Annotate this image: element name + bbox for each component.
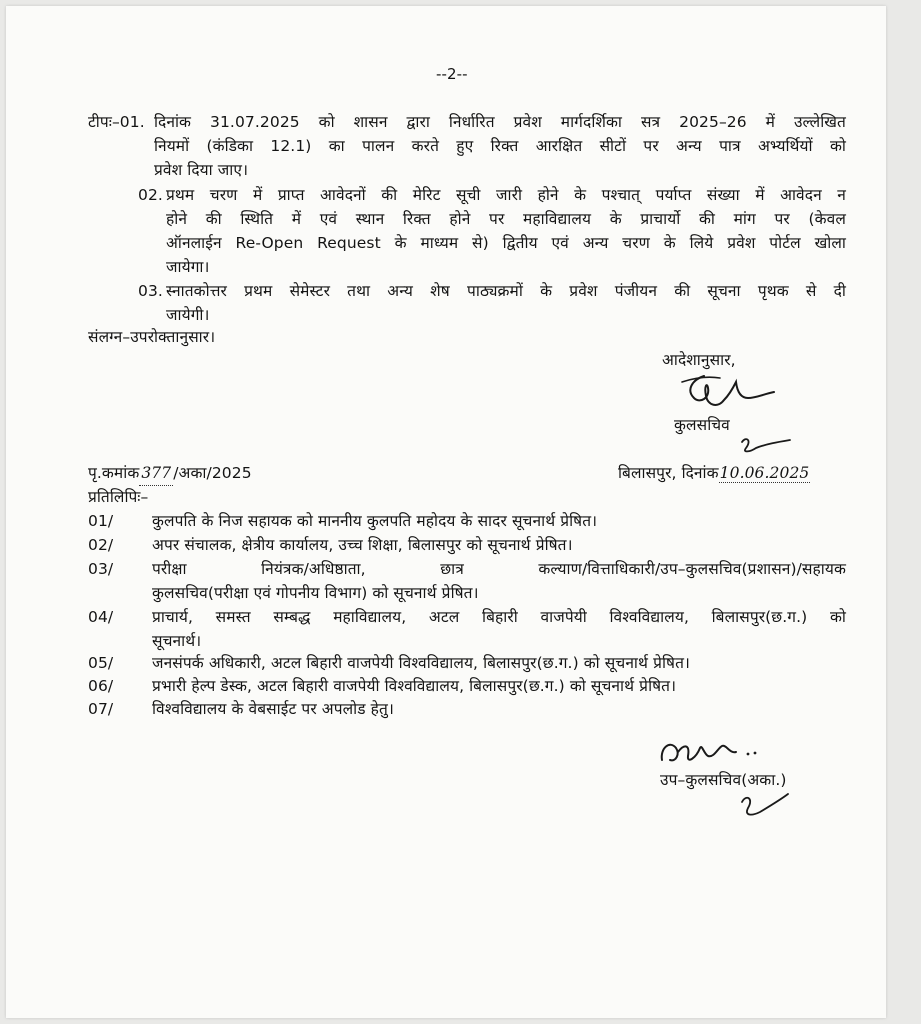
reference-handwritten-number: 377	[139, 461, 173, 486]
note-2-number: 02.	[138, 186, 163, 204]
copy-item-7-number: 07/	[88, 700, 114, 718]
copy-item-3-number: 03/	[88, 560, 114, 578]
copy-item-6-text: प्रभारी हेल्प डेस्क, अटल बिहारी वाजपेयी विश्वविद्यालय, बिलासपुर(छ.ग.) को सूचनार्थ प्रेषित।	[152, 677, 677, 695]
copy-item-4-line-2: सूचनार्थ।	[152, 632, 202, 650]
copy-item-4-line-1: प्राचार्य, समस्त सम्बद्ध महाविद्यालय, अटल बिहारी वाजपेयी विश्वविद्यालय, बिलासपुर(छ.ग.) को	[152, 608, 846, 626]
copy-item-1-number: 01/	[88, 512, 114, 530]
reference-number	[88, 461, 252, 486]
note-2-line-2: होने की स्थिति में एवं स्थान रिक्त होने पर महाविद्यालय के प्राचार्यो की मांग पर (केवल	[166, 210, 846, 228]
copy-to-label: प्रतिलिपिः–	[88, 488, 149, 506]
copy-item-4-number: 04/	[88, 608, 114, 626]
initial-mark-2	[734, 790, 794, 824]
copy-item-5-text: जनसंपर्क अधिकारी, अटल बिहारी वाजपेयी विश्वविद्यालय, बिलासपुर(छ.ग.) को सूचनार्थ प्रेषित।	[152, 654, 690, 672]
place-label: बिलासपुर, दिनांक	[618, 464, 719, 482]
note-1-line-1: दिनांक 31.07.2025 को शासन द्वारा निर्धारित प्रवेश मार्गदर्शिका सत्र 2025–26 में उल्लेखित	[154, 113, 846, 131]
copy-item-2-number: 02/	[88, 536, 114, 554]
copy-item-5-number: 05/	[88, 654, 114, 672]
copy-item-6-number: 06/	[88, 677, 114, 695]
notes-prefix: टीपः–01.	[88, 113, 145, 131]
document-page	[6, 6, 886, 1018]
reference-prefix: पृ.कमांक	[88, 464, 140, 482]
note-2-line-1: प्रथम चरण में प्राप्त आवेदनों की मेरिट सूची जारी होने के पश्चात् पर्याप्त संख्या में आवेदन न	[166, 186, 846, 204]
note-2-line-4: जायेगा।	[166, 258, 210, 276]
initial-mark-1	[736, 434, 796, 456]
signature-deputy-registrar	[656, 734, 768, 770]
reference-suffix: /अका/2025	[173, 464, 252, 482]
deputy-registrar-designation: उप–कुलसचिव(अका.)	[660, 771, 787, 789]
copy-item-2-text: अपर संचालक, क्षेत्रीय कार्यालय, उच्च शिक्षा, बिलासपुर को सूचनार्थ प्रेषित।	[152, 536, 573, 554]
copy-item-3-line-2: कुलसचिव(परीक्षा एवं गोपनीय विभाग) को सूचनार्थ प्रेषित।	[152, 584, 479, 602]
copy-item-1-text: कुलपति के निज सहायक को माननीय कुलपति महोदय के सादर सूचनार्थ प्रेषित।	[152, 512, 598, 530]
note-1-line-2: नियमों (कंडिका 12.1) का पालन करते हुए रिक्त आरक्षित सीटों पर अन्य पात्र अभ्यर्थियों को	[154, 137, 846, 155]
handwritten-date: 10.06.2025	[719, 464, 810, 482]
note-3-line-1: स्नातकोत्तर प्रथम सेमेस्टर तथा अन्य शेष पाठ्यक्रमों के प्रवेश पंजीयन की सूचना पृथक से दी	[166, 282, 846, 300]
note-1-line-3: प्रवेश दिया जाए।	[154, 161, 249, 179]
enclosure: संलग्न–उपरोक्तानुसार।	[88, 328, 216, 346]
note-3-line-2: जायेगी।	[166, 306, 210, 324]
copy-item-3-line-1: परीक्षा नियंत्रक/अधिष्ठाता, छात्र कल्याण/वित्ताधिकारी/उप–कुलसचिव(प्रशासन)/सहायक	[152, 560, 846, 578]
registrar-designation: कुलसचिव	[674, 416, 730, 434]
by-order-text: आदेशानुसार,	[662, 351, 736, 369]
page-number: --2--	[436, 65, 468, 83]
signature-registrar	[674, 368, 784, 416]
note-3-number: 03.	[138, 282, 163, 300]
note-2-line-3: ऑनलाईन Re-Open Request के माध्यम से) द्वितीय एवं अन्य चरण के लिये प्रवेश पोर्टल खोला	[166, 234, 846, 252]
copy-item-7-text: विश्वविद्यालय के वेबसाईट पर अपलोड हेतु।	[152, 700, 394, 718]
place-and-date	[618, 461, 810, 485]
